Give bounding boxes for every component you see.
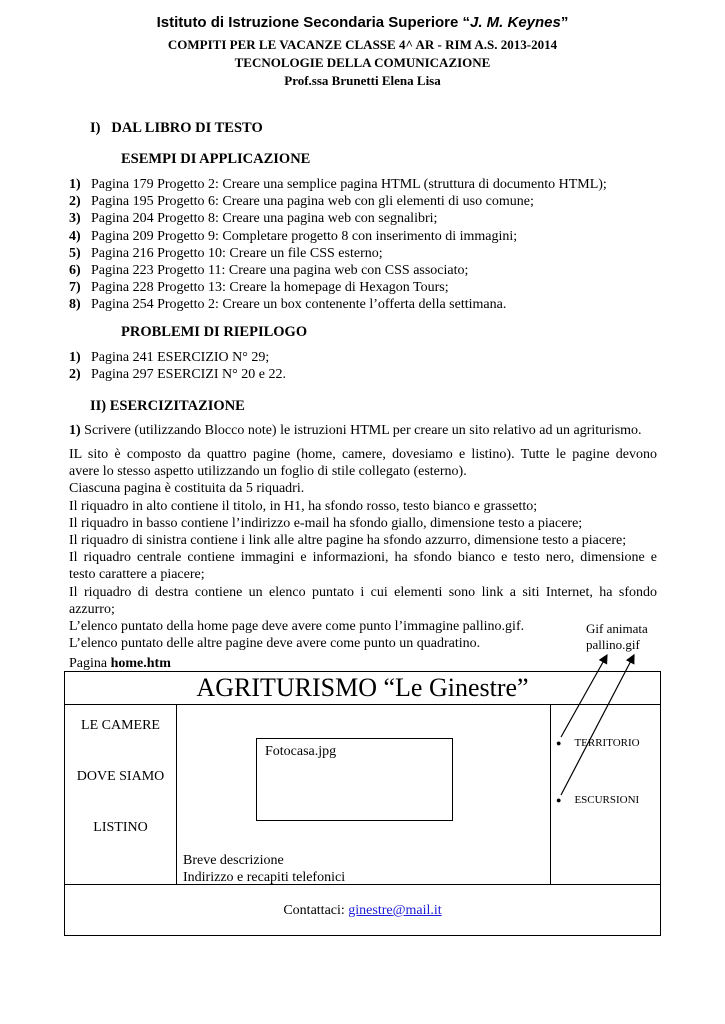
contact-email-link[interactable]: ginestre@mail.it [348,903,442,918]
item-text: Pagina 179 Progetto 2: Creare una semplice pagina HTML (struttura di documento HTML); [91,177,607,192]
description-line: Il riquadro centrale contiene immagini e informazioni, ha sfondo bianco e testo nero, dimensione e [69,550,657,566]
page-label-prefix: Pagina [69,656,111,671]
task-number: 1) [69,423,81,438]
description-line: Ciascuna pagina è costituita da 5 riquadri. [69,481,305,497]
description-text: Breve descrizione [183,853,284,868]
school-prefix: Istituto di Istruzione Secondaria Superiore “ [156,14,470,31]
right-item-label: ESCURSIONI [574,794,640,806]
description-line: avere lo stesso aspetto utilizzando un foglio di stile collegato (esterno). [69,464,467,480]
arrow-icon [561,655,634,795]
description-line: Il riquadro di sinistra contiene i link alle altre pagine ha sfondo azzurro, dimensione testo a piacere; [69,533,627,549]
address-text: Indirizzo e recapiti telefonici [183,870,346,886]
item-number: 2) [69,367,81,383]
photo-label: Fotocasa.jpg [265,744,337,759]
school-name: J. M. Keynes [470,14,561,31]
problems-subtitle: PROBLEMI DI RIEPILOGO [121,324,308,340]
arrow-icon [561,655,607,737]
gif-annotation-line: pallino.gif [586,637,640,652]
description-line: Il riquadro in basso contiene l’indirizzo e-mail ha sfondo giallo, dimensione testo a piacere; [69,515,583,531]
nav-link-dove-siamo[interactable]: DOVE SIAMO [76,769,165,784]
item-number: 1) [69,177,81,192]
nav-link-listino[interactable]: LISTINO [93,820,148,835]
item-number: 7) [69,280,81,296]
item-text: Pagina 297 ESERCIZI N° 20 e 22. [91,367,286,383]
description-line: L’elenco puntato della home page deve avere come punto l’immagine pallino.gif. [69,619,525,635]
class-assignment-heading: COMPITI PER LE VACANZE CLASSE 4^ AR - RIM A.S. 2013-2014 [167,37,558,52]
item-number: 8) [69,297,81,313]
item-text: Pagina 209 Progetto 9: Completare progetto 8 con inserimento di immagini; [91,228,518,244]
description-line: azzurro; [69,601,115,617]
item-number: 6) [69,263,81,279]
subject-heading: TECNOLOGIE DELLA COMUNICAZIONE [234,55,491,70]
description-line: testo carattere a piacere; [69,567,205,583]
examples-subtitle: ESEMPI DI APPLICAZIONE [121,151,311,167]
section-2-title: II) ESERCIZITAZIONE [90,398,245,414]
contact-footer [64,902,661,919]
item-text: Pagina 254 Progetto 2: Creare un box contenente l’offerta della settimana. [91,297,507,313]
item-text: Pagina 228 Progetto 13: Creare la homepage di Hexagon Tours; [91,280,449,296]
item-text: Pagina 241 ESERCIZIO N° 29; [91,350,270,365]
item-number: 4) [69,228,81,244]
nav-link-camere[interactable]: LE CAMERE [81,718,160,733]
item-number: 5) [69,245,81,261]
description-line: Il riquadro in alto contiene il titolo, in H1, ha sfondo rosso, testo bianco e grassetto; [69,498,538,514]
description-line: IL sito è composto da quattro pagine (home, camere, dovesiamo e listino). Tutte le pagine devono [69,447,657,462]
item-text: Pagina 195 Progetto 6: Creare una pagina web con gli elementi di uso comune; [91,194,534,210]
teacher-name: Prof.ssa Brunetti Elena Lisa [284,73,441,88]
task-text: Scrivere (utilizzando Blocco note) le istruzioni HTML per creare un sito relativo ad un agriturismo. [80,423,642,438]
mockup-title: AGRITURISMO “Le Ginestre” [196,673,529,702]
item-text: Pagina 204 Progetto 8: Creare una pagina web con segnalibri; [91,211,438,227]
item-number: 3) [69,211,81,227]
item-text: Pagina 223 Progetto 11: Creare una pagina web con CSS associato; [91,263,469,279]
bullet-icon: ● [556,795,562,805]
section-1-title: I) DAL LIBRO DI TESTO [90,120,263,136]
description-line: Il riquadro di destra contiene un elenco puntato i cui elementi sono link a siti Internet, ha sfondo [69,584,657,600]
page-filename: home.htm [110,656,171,671]
item-text: Pagina 216 Progetto 10: Creare un file CSS esterno; [91,245,383,261]
gif-annotation-line: Gif animata [586,621,648,636]
item-number: 2) [69,194,81,210]
right-item-label: TERRITORIO [574,737,640,749]
contact-label: Contattaci: [283,903,349,918]
item-number: 1) [69,350,81,365]
bullet-icon: ● [556,738,562,748]
school-suffix: ” [560,14,569,31]
description-line: L’elenco puntato delle altre pagine deve avere come punto un quadratino. [69,636,481,652]
